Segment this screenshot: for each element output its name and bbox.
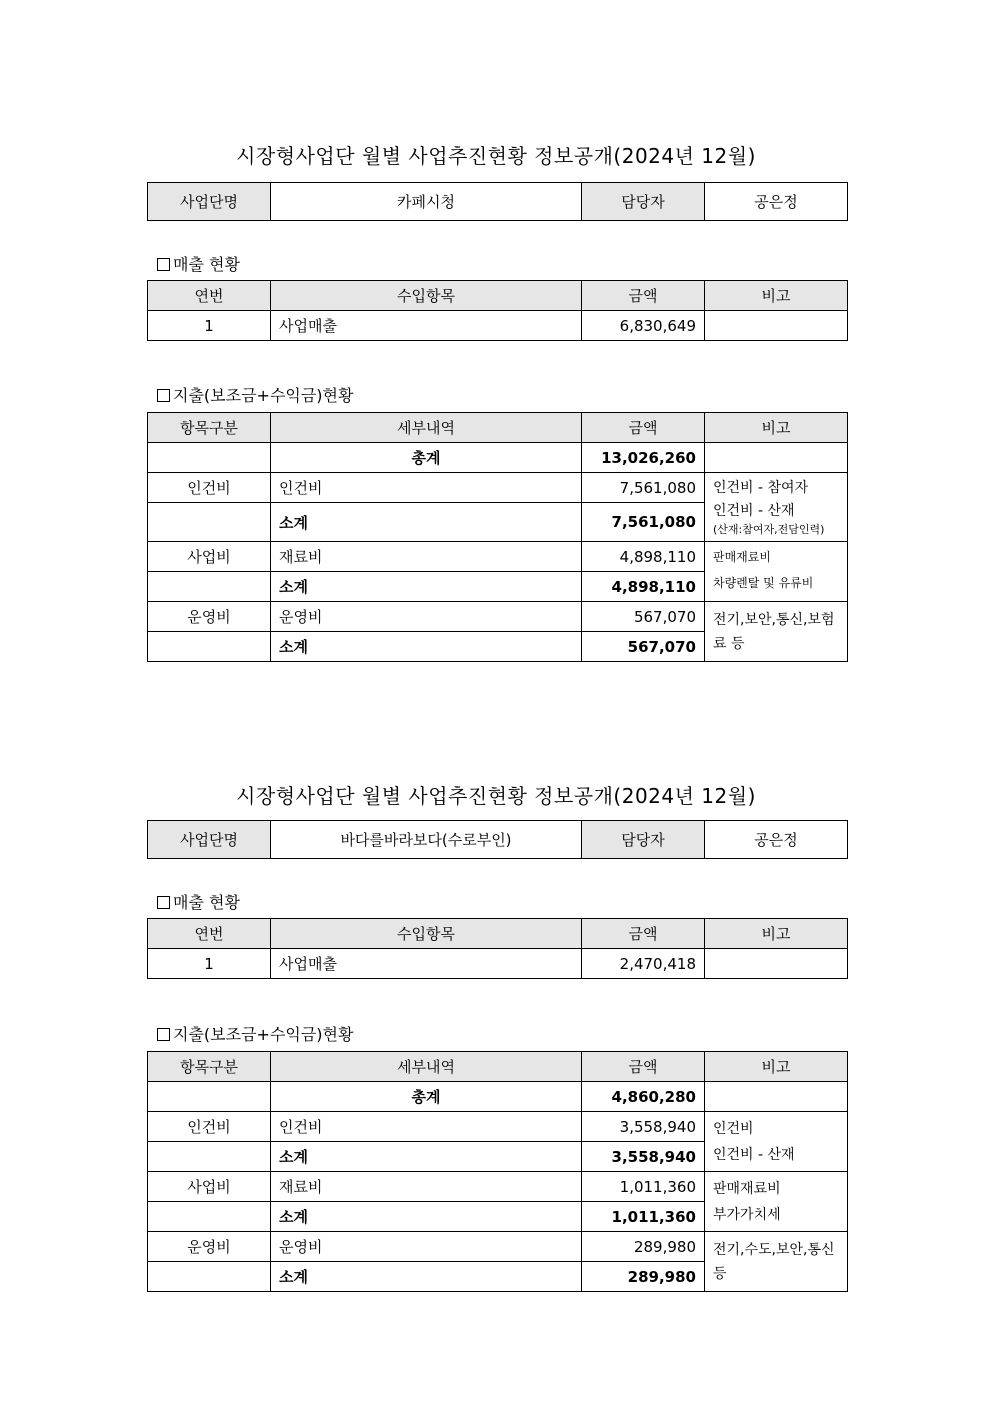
report2-info-table bbox=[147, 820, 848, 859]
table-row bbox=[148, 1232, 848, 1262]
report1-title: 시장형사업단 월별 사업추진현황 정보공개(2024년 12월) bbox=[236, 144, 756, 168]
total-label: 총계 bbox=[271, 1082, 582, 1112]
col-header: 연번 bbox=[148, 919, 271, 949]
report2-title: 시장형사업단 월별 사업추진현황 정보공개(2024년 12월) bbox=[236, 784, 756, 808]
col-header: 금액 bbox=[582, 413, 705, 443]
report1-expense-heading: 지출(보조금+수익금)현황 bbox=[157, 383, 353, 406]
col-header: 금액 bbox=[582, 1052, 705, 1082]
amount-cell: 4,898,110 bbox=[582, 542, 705, 572]
col-header: 금액 bbox=[582, 281, 705, 311]
note-cell: 인건비 인건비 - 산재 bbox=[705, 1112, 848, 1172]
subtotal-amount: 3,558,940 bbox=[582, 1142, 705, 1172]
table-row bbox=[148, 311, 848, 341]
amount-cell: 567,070 bbox=[582, 602, 705, 632]
report2-expense-table bbox=[147, 1051, 848, 1292]
category-cell: 인건비 bbox=[148, 473, 271, 503]
table-row bbox=[148, 542, 848, 572]
subtotal-label: 소계 bbox=[271, 1202, 582, 1232]
cell-item: 사업매출 bbox=[271, 949, 582, 979]
total-row bbox=[148, 443, 848, 473]
subtotal-amount: 7,561,080 bbox=[582, 503, 705, 542]
table-row bbox=[148, 473, 848, 503]
detail-cell: 재료비 bbox=[271, 542, 582, 572]
subtotal-amount: 4,898,110 bbox=[582, 572, 705, 602]
amount-cell: 3,558,940 bbox=[582, 1112, 705, 1142]
total-amount: 4,860,280 bbox=[582, 1082, 705, 1112]
report1-sales-heading: 매출 현황 bbox=[157, 252, 240, 275]
category-cell: 운영비 bbox=[148, 602, 271, 632]
subtotal-label: 소계 bbox=[271, 1142, 582, 1172]
col-header: 비고 bbox=[705, 281, 848, 311]
manager-label: 담당자 bbox=[582, 821, 705, 859]
note-cell: 전기,수도,보안,통신 등 bbox=[705, 1232, 848, 1292]
cell-amount: 6,830,649 bbox=[582, 311, 705, 341]
col-header: 세부내역 bbox=[271, 1052, 582, 1082]
note-cell: 판매재료비 부가가치세 bbox=[705, 1172, 848, 1232]
note-cell: 판매재료비 차량렌탈 및 유류비 bbox=[705, 542, 848, 602]
table-row bbox=[148, 949, 848, 979]
subtotal-label: 소계 bbox=[271, 1262, 582, 1292]
note-cell: 인건비 - 참여자 인건비 - 산재 (산재:참여자,전담인력) bbox=[705, 473, 848, 542]
cell-no: 1 bbox=[148, 949, 271, 979]
business-name-label: 사업단명 bbox=[148, 183, 271, 221]
col-header: 수입항목 bbox=[271, 281, 582, 311]
category-cell: 운영비 bbox=[148, 1232, 271, 1262]
business-name-value: 바다를바라보다(수로부인) bbox=[271, 821, 582, 859]
report1-sales-table bbox=[147, 280, 848, 341]
total-amount: 13,026,260 bbox=[582, 443, 705, 473]
subtotal-amount: 1,011,360 bbox=[582, 1202, 705, 1232]
detail-cell: 인건비 bbox=[271, 1112, 582, 1142]
business-name-value: 카페시청 bbox=[271, 183, 582, 221]
checkbox-square-icon bbox=[157, 389, 170, 402]
col-header: 금액 bbox=[582, 919, 705, 949]
detail-cell: 재료비 bbox=[271, 1172, 582, 1202]
total-label: 총계 bbox=[271, 443, 582, 473]
subtotal-label: 소계 bbox=[271, 632, 582, 662]
table-row bbox=[148, 1172, 848, 1202]
category-cell: 사업비 bbox=[148, 1172, 271, 1202]
cell-no: 1 bbox=[148, 311, 271, 341]
detail-cell: 인건비 bbox=[271, 473, 582, 503]
subtotal-amount: 567,070 bbox=[582, 632, 705, 662]
detail-cell: 운영비 bbox=[271, 1232, 582, 1262]
manager-value: 공은정 bbox=[705, 183, 848, 221]
manager-value: 공은정 bbox=[705, 821, 848, 859]
note-cell: 전기,보안,통신,보험료 등 bbox=[705, 602, 848, 662]
report2-sales-heading: 매출 현황 bbox=[157, 890, 240, 913]
col-header: 수입항목 bbox=[271, 919, 582, 949]
amount-cell: 1,011,360 bbox=[582, 1172, 705, 1202]
cell-note bbox=[705, 949, 848, 979]
checkbox-square-icon bbox=[157, 258, 170, 271]
detail-cell: 운영비 bbox=[271, 602, 582, 632]
business-name-label: 사업단명 bbox=[148, 821, 271, 859]
col-header: 비고 bbox=[705, 1052, 848, 1082]
report2-sales-table bbox=[147, 918, 848, 979]
col-header: 항목구분 bbox=[148, 413, 271, 443]
col-header: 비고 bbox=[705, 413, 848, 443]
category-cell: 사업비 bbox=[148, 542, 271, 572]
amount-cell: 7,561,080 bbox=[582, 473, 705, 503]
checkbox-square-icon bbox=[157, 1028, 170, 1041]
amount-cell: 289,980 bbox=[582, 1232, 705, 1262]
checkbox-square-icon bbox=[157, 896, 170, 909]
table-row bbox=[148, 602, 848, 632]
cell-item: 사업매출 bbox=[271, 311, 582, 341]
col-header: 연번 bbox=[148, 281, 271, 311]
subtotal-label: 소계 bbox=[271, 503, 582, 542]
table-row bbox=[148, 1112, 848, 1142]
cell-amount: 2,470,418 bbox=[582, 949, 705, 979]
col-header: 비고 bbox=[705, 919, 848, 949]
report1-info-table bbox=[147, 182, 848, 221]
cell-note bbox=[705, 311, 848, 341]
subtotal-amount: 289,980 bbox=[582, 1262, 705, 1292]
report2-expense-heading: 지출(보조금+수익금)현황 bbox=[157, 1022, 353, 1045]
total-row bbox=[148, 1082, 848, 1112]
category-cell: 인건비 bbox=[148, 1112, 271, 1142]
col-header: 세부내역 bbox=[271, 413, 582, 443]
col-header: 항목구분 bbox=[148, 1052, 271, 1082]
report1-expense-table bbox=[147, 412, 848, 662]
manager-label: 담당자 bbox=[582, 183, 705, 221]
subtotal-label: 소계 bbox=[271, 572, 582, 602]
